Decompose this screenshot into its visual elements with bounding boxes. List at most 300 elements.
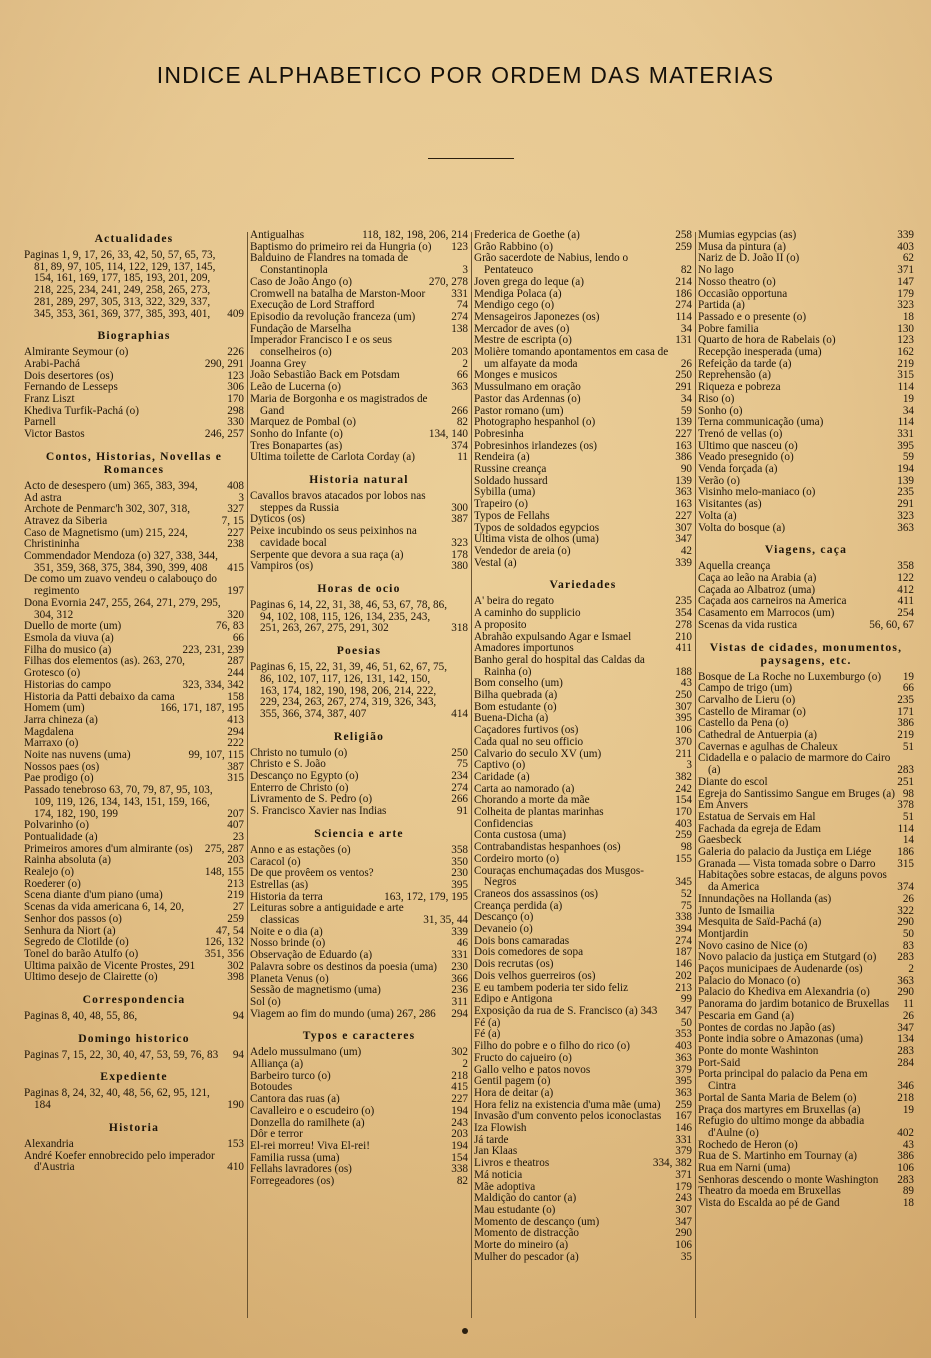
section-heading: Contos, Historias, Novellas e Romances	[45, 449, 223, 476]
entry-title: Observação de Eduardo (a)	[250, 949, 373, 962]
entry-title: Balduino de Flandres na tomada de Constantinopla	[250, 252, 409, 277]
entry-pages: 274	[675, 299, 692, 312]
entry-title: Occasião opportuna	[698, 287, 788, 300]
index-entry	[698, 394, 914, 406]
entry-pages: 258	[675, 230, 692, 241]
entry-title: Fé (a)	[474, 1016, 501, 1029]
entry-pages: 194	[897, 463, 914, 476]
entry-title: Jan Klaas	[474, 1145, 518, 1158]
entry-title: Grotesco (o)	[24, 667, 81, 680]
entry-pages: 413	[227, 713, 244, 726]
index-entry	[474, 312, 692, 324]
entry-pages: 379	[675, 1063, 692, 1076]
index-entry	[698, 511, 914, 523]
entry-title: Almirante Seymour (o)	[24, 346, 129, 359]
entry-pages: 327	[227, 503, 244, 516]
entry-pages: 19	[902, 1103, 914, 1116]
entry-title: Fellahs lavradores (os)	[250, 1163, 352, 1176]
entry-pages: 123	[227, 369, 244, 382]
index-entry	[250, 997, 468, 1009]
entry-pages: 219	[227, 889, 244, 902]
entry-pages: 300	[451, 501, 468, 514]
index-entry	[24, 867, 244, 879]
entry-pages: 114	[897, 416, 914, 429]
entry-title: Port-Said	[698, 1056, 741, 1069]
entry-pages: 283	[897, 1045, 914, 1057]
entry-title: Dôr e terror	[250, 1128, 303, 1141]
entry-pages: 62	[902, 252, 914, 265]
entry-title: Buena-Dicha (a)	[474, 712, 549, 725]
entry-title: Mendigo cego (o)	[474, 299, 555, 312]
entry-title: Conta custosa (uma)	[474, 829, 566, 842]
entry-title: Magdalena	[24, 725, 74, 738]
entry-title: Khediva Turfik-Pachá (o)	[24, 404, 139, 417]
index-entry	[250, 230, 468, 242]
entry-pages: 155	[675, 852, 692, 865]
entry-pages: 290	[897, 916, 914, 929]
entry-title: Duello de morte (um)	[24, 620, 122, 633]
entry-title: Peixe incubindo os seus peixinhos na cavidade bocal	[250, 525, 417, 549]
entry-title: Mensageiros Japonezes (os)	[474, 310, 600, 323]
index-entry	[24, 949, 244, 961]
entry-pages: 259	[227, 912, 244, 925]
entry-title: Molière tomando apontamentos em casa de um alfayate da moda	[474, 346, 669, 370]
entry-title: Amadores importunos	[474, 642, 574, 655]
entry-title: Paginas 8, 40, 48, 55, 86,	[24, 1010, 138, 1023]
entry-pages: 158	[227, 690, 244, 703]
entry-title: Episodio da revolução franceza (um)	[250, 310, 416, 323]
entry-pages: 234	[451, 770, 468, 783]
index-entry	[250, 1141, 468, 1153]
entry-title: Fundação de Marselha	[250, 322, 352, 335]
entry-title: Primeiros amores d'um almirante (os)	[24, 842, 193, 855]
entry-title: Caça ao leão na Arabia (a)	[698, 571, 817, 584]
entry-pages: 187	[675, 946, 692, 959]
entry-pages: 34	[680, 392, 692, 405]
entry-title: Craneos dos assassinos (os)	[474, 887, 598, 900]
entry-pages: 398	[227, 971, 244, 984]
entry-pages: 146	[675, 1122, 692, 1135]
entry-pages: 307	[675, 1203, 692, 1216]
entry-pages: 386	[675, 451, 692, 464]
entry-title: Maldição do cantor (a)	[474, 1192, 577, 1205]
entry-title: Estrellas (as)	[250, 878, 309, 891]
entry-pages: 186	[897, 846, 914, 859]
entry-pages: 270, 278	[428, 275, 468, 288]
entry-title: Franz Liszt	[24, 393, 75, 406]
entry-pages: 395	[675, 712, 692, 725]
entry-title: Tonel do barão Atulfo (o)	[24, 947, 139, 960]
index-entry	[250, 880, 468, 892]
section-heading: Horas de ocio	[317, 581, 401, 595]
entry-pages: 59	[680, 404, 692, 417]
entry-pages: 259	[675, 829, 692, 842]
index-entry	[474, 347, 692, 370]
entry-title: Photographo hespanhol (o)	[474, 416, 596, 429]
index-entry	[24, 394, 244, 406]
entry-pages: 167	[675, 1110, 692, 1123]
entry-pages: 243	[675, 1192, 692, 1205]
entry-title: Enterro de Christo (o)	[250, 781, 349, 794]
entry-pages: 290, 291	[204, 357, 244, 370]
entry-pages: 254	[897, 607, 914, 620]
entry-pages: 387	[227, 760, 244, 773]
entry-title: Panorama do jardim botanico de Bruxellas	[698, 998, 890, 1011]
entry-title: Passado tenebroso 63, 70, 79, 87, 95, 103, 109, 119, 126, 134, 143, 151, 159, 166, 174, 182, 190, 199	[24, 784, 213, 820]
entry-title: Dyticos (os)	[250, 513, 305, 526]
entry-title: Noite nas nuvens (uma)	[24, 749, 131, 762]
entry-title: Refugio do ultimo monge da abbadia d'Aulne (o)	[698, 1115, 865, 1139]
entry-pages: 163, 172, 179, 195	[384, 890, 468, 903]
entry-title: Rua de S. Martinho em Tournay (a)	[698, 1150, 858, 1163]
entry-pages: 188	[675, 665, 692, 678]
entry-title: Vendedor de areia (o)	[474, 544, 571, 557]
entry-pages: 42	[680, 544, 692, 557]
entry-pages: 99	[680, 993, 692, 1006]
entry-title: Pastor romano (um)	[474, 404, 564, 417]
index-entry	[698, 1011, 914, 1023]
entry-title: Paços municipaes de Audenarde (os)	[698, 963, 863, 976]
entry-pages: 238	[227, 538, 244, 551]
entry-pages: 386	[897, 1150, 914, 1163]
section-heading: Expediente	[100, 1070, 168, 1084]
entry-pages: 363	[675, 1051, 692, 1064]
section-heading: Historia natural	[309, 473, 409, 487]
entry-title: El-rei morreu! Viva El-rei!	[250, 1140, 370, 1152]
entry-title: Invasão d'um convento pelos iconoclastas	[474, 1110, 662, 1123]
entry-title: Partida (a)	[698, 299, 745, 312]
entry-title: André Koefer ennobrecido pelo imperador d'Austria	[24, 1149, 215, 1174]
index-entry	[24, 1151, 244, 1174]
entry-pages: 226	[227, 346, 244, 359]
entry-title: Anno e as estações (o)	[250, 843, 351, 856]
index-entry	[698, 230, 914, 242]
entry-pages: 395	[451, 878, 468, 891]
index-entry	[474, 655, 692, 678]
entry-pages: 402	[897, 1126, 914, 1139]
entry-pages: 331	[675, 1133, 692, 1146]
index-entry	[474, 889, 692, 901]
index-entry	[250, 1176, 468, 1188]
entry-title: Victor Bastos	[24, 428, 85, 441]
entry-title: Hora de deitar (a)	[474, 1086, 554, 1099]
entry-title: Cromwell na batalha de Marston-Moor	[250, 287, 426, 300]
entry-title: Rendeira (a)	[474, 451, 530, 464]
entry-pages: 75	[456, 758, 468, 771]
entry-title: Fructo do cajueiro (o)	[474, 1051, 572, 1064]
entry-title: Portal de Santa Maria de Belem (o)	[698, 1091, 857, 1104]
entry-pages: 339	[451, 925, 468, 938]
entry-pages: 154	[451, 1151, 468, 1164]
entry-pages: 98	[902, 787, 914, 800]
entry-pages: 106	[675, 724, 692, 737]
entry-title: Segredo de Clotilde (o)	[24, 936, 129, 949]
entry-title: Mussulmano em oração	[474, 381, 581, 394]
entry-pages: 89	[902, 1185, 914, 1198]
entry-pages: 51	[902, 740, 914, 753]
entry-title: Monges e musicos	[474, 369, 558, 382]
entry-title: Volta (a)	[698, 509, 737, 522]
entry-pages: 2	[462, 357, 468, 370]
entry-pages: 82	[456, 1175, 468, 1188]
entry-pages: 315	[227, 772, 244, 785]
entry-pages: 179	[897, 287, 914, 300]
entry-title: Vampiros (os)	[250, 560, 314, 573]
entry-pages: 219	[897, 357, 914, 370]
entry-title: Donzella do ramilhete (a)	[250, 1116, 365, 1129]
entry-pages: 27	[232, 901, 244, 914]
entry-pages: 274	[451, 781, 468, 794]
entry-title: Pontes de cordas no Japão (as)	[698, 1021, 836, 1034]
entry-title: Caçadores furtivos (os)	[474, 724, 579, 737]
entry-pages: 235	[675, 595, 692, 608]
index-entry	[250, 903, 468, 926]
entry-pages: 410	[227, 1161, 244, 1174]
entry-title: Historia da Patti debaixo da cama	[24, 690, 175, 703]
entry-pages: 134	[897, 1033, 914, 1046]
entry-title: Marquez de Pombal (o)	[250, 416, 356, 429]
entry-title: Nosso theatro (o)	[698, 275, 776, 288]
entry-pages: 203	[227, 854, 244, 867]
index-entry	[24, 481, 244, 493]
entry-title: Riqueza e pobreza	[698, 381, 781, 394]
entry-title: S. Francisco Xavier nas Indias	[250, 805, 387, 818]
entry-pages: 266	[451, 404, 468, 417]
entry-title: Scena diante d'um piano (uma)	[24, 889, 163, 902]
entry-pages: 35	[680, 1250, 692, 1263]
index-entry	[250, 1009, 468, 1021]
entry-pages: 194	[451, 1140, 468, 1152]
entry-pages: 202	[675, 969, 692, 982]
entry-title: Filhas dos elementos (as). 263, 270,	[24, 655, 185, 668]
entry-title: Cavallos bravos atacados por lobos nas steppes da Russia	[250, 490, 426, 514]
entry-title: Paginas 7, 15, 22, 30, 40, 47, 53, 59, 76, 83	[24, 1048, 219, 1061]
entry-pages: 211	[675, 747, 692, 760]
entry-title: Sonho (o)	[698, 404, 743, 417]
page-dot	[462, 1328, 468, 1334]
entry-pages: 210	[675, 630, 692, 643]
entry-title: Gentil pagem (o)	[474, 1075, 551, 1088]
entry-title: Paginas 1, 9, 17, 26, 33, 42, 50, 57, 65, 73, 81, 89, 97, 105, 114, 122, 129, 137, 145, 154, 161, 169, 177, 185, 193, 201, 209, 218, 225, 234, 241, 249, 258, 265, 273, 281, 289, 297, 305, 313, 322, 329, 337, 345, 353, 361, 369, 377, 385, 393, 401,	[24, 249, 216, 320]
entry-title: Christininha	[24, 538, 80, 551]
entry-pages: 213	[227, 877, 244, 890]
entry-pages: 278	[675, 618, 692, 631]
entry-pages: 371	[897, 264, 914, 277]
entry-pages: 415	[227, 561, 244, 574]
entry-pages: 94	[232, 1010, 244, 1023]
entry-pages: 122	[897, 571, 914, 584]
entry-pages: 350	[451, 855, 468, 868]
entry-pages: 227	[451, 1093, 468, 1106]
entry-title: Descanço no Egypto (o)	[250, 770, 359, 783]
entry-pages: 302	[227, 959, 244, 972]
index-entry	[474, 253, 692, 276]
entry-pages: 75	[680, 899, 692, 912]
entry-pages: 338	[451, 1163, 468, 1176]
entry-pages: 82	[456, 416, 468, 429]
index-entry	[24, 750, 244, 762]
entry-title: Noite e o dia (a)	[250, 925, 323, 938]
index-entry	[474, 511, 692, 523]
entry-pages: 43	[902, 1138, 914, 1151]
entry-pages: 284	[897, 1056, 914, 1069]
entry-title: Theatro da moeda em Bruxellas	[698, 1185, 841, 1198]
entry-title: Abrahão expulsando Agar e Ismael	[474, 630, 632, 643]
entry-title: Granada — Vista tomada sobre o Darro	[698, 857, 876, 870]
entry-title: Diante do escol	[698, 775, 768, 788]
entry-title: Typos de soldados egypcios	[474, 521, 600, 534]
index-entry	[24, 1139, 244, 1151]
entry-pages: 366	[451, 972, 468, 985]
entry-title: Castello da Pena (o)	[698, 717, 789, 730]
entry-title: Russine creança	[474, 463, 547, 476]
entry-title: E eu tambem poderia ter sido feliz	[474, 981, 629, 994]
entry-title: Volta do bosque (a)	[698, 521, 786, 534]
entry-title: Hora feliz na existencia d'uma mãe (uma)	[474, 1098, 661, 1111]
index-entry	[250, 491, 468, 514]
entry-pages: 382	[675, 770, 692, 783]
index-column-1	[24, 230, 244, 1174]
entry-pages: 230	[451, 960, 468, 973]
entry-title: Baptismo do primeiro rei da Hungria (o)	[250, 240, 432, 253]
entry-pages: 3	[238, 491, 244, 504]
entry-pages: 18	[902, 310, 914, 323]
entry-title: Barbeiro turco (o)	[250, 1069, 331, 1082]
entry-pages: 34	[902, 404, 914, 417]
index-entry	[24, 1011, 244, 1023]
index-entry	[24, 551, 244, 574]
entry-pages: 259	[675, 240, 692, 253]
entry-title: Descanço (o)	[474, 911, 534, 924]
entry-title: Pobresinha	[474, 427, 524, 440]
entry-pages: 3	[462, 264, 468, 277]
entry-title: Ponte do monte Washinton	[698, 1045, 819, 1057]
entry-title: Veado presegnido (o)	[698, 451, 794, 464]
entry-pages: 82	[680, 264, 692, 277]
index-entry	[474, 690, 692, 702]
entry-pages: 246, 257	[204, 428, 244, 441]
index-entry	[24, 832, 244, 844]
index-entry	[698, 730, 914, 742]
index-entry	[474, 772, 692, 784]
entry-title: Morte do mineiro (a)	[474, 1239, 569, 1252]
entry-title: Montjardin	[698, 927, 749, 940]
entry-pages: 170	[675, 806, 692, 819]
index-entry	[698, 523, 914, 535]
entry-title: Senhura da Niort (a)	[24, 924, 116, 937]
entry-title: A proposito	[474, 618, 527, 631]
index-entry	[250, 429, 468, 441]
index-entry	[24, 633, 244, 645]
entry-title: Sybilla (uma)	[474, 486, 536, 499]
entry-title: Sessão de magnetismo (uma)	[250, 984, 381, 997]
entry-pages: 251	[897, 775, 914, 788]
entry-pages: 2	[462, 1058, 468, 1071]
entry-title: Visinho melo-maniaco (o)	[698, 486, 816, 499]
entry-pages: 371	[675, 1168, 692, 1181]
entry-title: Rua em Narni (uma)	[698, 1162, 791, 1175]
section-heading: Typos e caracteres	[302, 1029, 416, 1043]
column-divider	[471, 232, 472, 1318]
index-entry	[24, 1050, 244, 1062]
entry-title: Aquella creança	[698, 560, 771, 573]
index-entry	[698, 870, 914, 893]
entry-title: Alexandria	[24, 1137, 74, 1150]
entry-title: Caso de Magnetismo (um) 215, 224,	[24, 526, 188, 539]
entry-title: Arabi-Pachá	[24, 357, 80, 370]
entry-pages: 52	[680, 887, 692, 900]
entry-title: Em Anvers	[698, 799, 749, 812]
entry-pages: 414	[451, 707, 468, 720]
entry-title: Castello de Miramar (o)	[698, 705, 806, 718]
index-column-4	[698, 230, 914, 1210]
entry-title: Nosso brinde (o)	[250, 937, 326, 950]
entry-pages: 235	[897, 486, 914, 499]
entry-title: Christo no tumulo (o)	[250, 746, 348, 759]
entry-pages: 347	[675, 1215, 692, 1228]
index-entry	[698, 1116, 914, 1139]
title-rule	[428, 158, 514, 159]
entry-title: Campo de trigo (um)	[698, 682, 793, 695]
index-entry	[698, 429, 914, 441]
entry-title: Typos de Fellahs	[474, 509, 550, 522]
entry-title: Vestal (a)	[474, 556, 517, 569]
entry-title: Dois velhos guerreiros (os)	[474, 969, 596, 982]
entry-pages: 91	[456, 805, 468, 818]
entry-pages: 106	[675, 1239, 692, 1252]
index-entry	[698, 277, 914, 289]
index-entry	[24, 359, 244, 371]
entry-title: No lago	[698, 264, 734, 277]
entry-title: Cordeiro morto (o)	[474, 852, 560, 865]
entry-pages: 283	[897, 951, 914, 964]
entry-pages: 307	[675, 700, 692, 713]
entry-title: Má noticia	[474, 1168, 523, 1181]
section-heading: Variedades	[549, 578, 617, 592]
index-entry	[474, 1240, 692, 1252]
entry-pages: 394	[675, 923, 692, 936]
entry-pages: 18	[902, 1197, 914, 1210]
entry-title: Visitantes (as)	[698, 498, 762, 511]
entry-title: Senhoras descendo o monte Washington	[698, 1173, 879, 1186]
index-entry	[474, 1123, 692, 1135]
entry-pages: 250	[675, 369, 692, 382]
entry-title: Dois recrutas (os)	[474, 958, 554, 971]
entry-pages: 411	[897, 595, 914, 608]
entry-pages: 351, 356	[204, 947, 244, 960]
entry-title: Confidencias	[474, 817, 534, 830]
entry-title: Livros e theatros	[474, 1157, 550, 1170]
entry-title: Recepção inesperada (uma)	[698, 346, 822, 359]
entry-pages: 259	[675, 1098, 692, 1111]
entry-title: Venda forçada (a)	[698, 463, 778, 476]
entry-title: Refeição da tarde (a)	[698, 357, 792, 370]
entry-pages: 56, 60, 67	[869, 618, 914, 631]
entry-pages: 250	[675, 689, 692, 702]
entry-title: Familia russa (uma)	[250, 1151, 340, 1164]
entry-pages: 403	[897, 240, 914, 253]
section-heading: Vistas de cidades, monumentos, paysagens, etc.	[709, 640, 903, 667]
entry-title: De como um zuavo vendeu o calabouço do regimento	[24, 573, 217, 598]
entry-pages: 412	[897, 583, 914, 596]
page-title: INDICE ALPHABETICO POR ORDEM DAS MATERIAS	[156, 62, 775, 88]
entry-pages: 415	[451, 1081, 468, 1094]
entry-pages: 363	[675, 1086, 692, 1099]
entry-title: Terna communicação (uma)	[698, 416, 824, 429]
index-entry	[250, 561, 468, 573]
entry-title: Dois bons camaradas	[474, 934, 570, 947]
entry-title: Mumias egypcias (as)	[698, 230, 797, 241]
